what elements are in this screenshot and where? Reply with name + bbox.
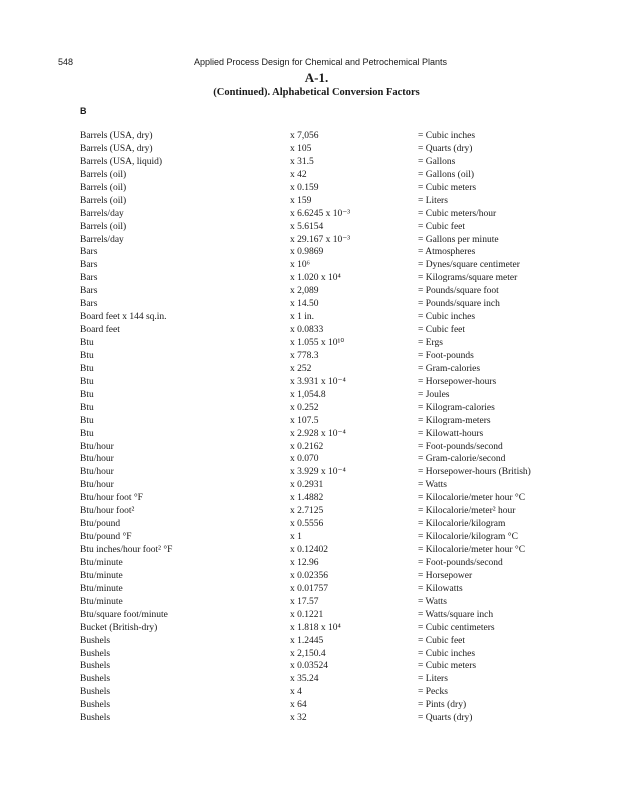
result-cell: = Joules (418, 389, 450, 400)
result-cell: = Atmospheres (418, 247, 476, 258)
factor-cell: x 3.929 x 10⁻⁴ (290, 467, 346, 478)
result-cell: = Kilocalorie/kilogram °C (418, 532, 518, 543)
factor-cell: x 35.24 (290, 674, 319, 685)
factor-cell: x 7,056 (290, 131, 319, 141)
table-row (80, 221, 580, 234)
factor-cell: x 0.01757 (290, 583, 328, 594)
factor-cell: x 0.5556 (290, 519, 324, 530)
unit-cell: Bucket (British-dry) (80, 622, 158, 633)
factor-cell: x 14.50 (290, 299, 319, 310)
table-row (80, 466, 580, 479)
result-cell: = Gallons per minute (418, 234, 499, 245)
unit-cell: Bushels (80, 713, 111, 724)
result-cell: = Kilocalorie/meter² hour (418, 506, 516, 517)
factor-cell: x 12.96 (290, 557, 319, 568)
result-cell: = Kilowatt-hours (418, 428, 484, 439)
table-row (80, 337, 580, 350)
factor-cell: x 17.57 (290, 596, 319, 607)
result-cell: = Cubic meters (418, 661, 477, 672)
unit-cell: Bars (80, 299, 98, 310)
table-row (80, 712, 580, 725)
table-row (80, 557, 580, 570)
factor-cell: x 0.12402 (290, 545, 328, 555)
unit-cell: Btu (80, 363, 94, 374)
result-cell: = Cubic inches (418, 312, 476, 323)
factor-cell: x 0.2162 (290, 441, 324, 452)
table-row (80, 324, 580, 337)
unit-cell: Bushels (80, 674, 111, 685)
unit-cell: Barrels (USA, dry) (80, 131, 153, 141)
result-cell: = Horsepower-hours (418, 376, 497, 387)
result-cell: = Horsepower (418, 570, 473, 581)
table-row (80, 428, 580, 441)
factor-cell: x 0.2931 (290, 480, 324, 491)
result-cell: = Foot-pounds/second (418, 441, 503, 452)
unit-cell: Btu/hour foot °F (80, 493, 143, 504)
unit-cell: Btu/minute (80, 557, 123, 568)
table-row (80, 195, 580, 208)
result-cell: = Cubic meters/hour (418, 208, 497, 219)
unit-cell: Btu (80, 350, 94, 361)
factor-cell: x 2,089 (290, 286, 319, 297)
factor-cell: x 1 in. (290, 312, 315, 323)
unit-cell: Btu (80, 376, 94, 387)
table-row (80, 182, 580, 195)
table-row (80, 298, 580, 311)
result-cell: = Pounds/square inch (418, 299, 500, 310)
result-cell: = Gallons (418, 156, 456, 167)
result-cell: = Liters (418, 195, 448, 206)
factor-cell: x 64 (290, 700, 307, 711)
result-cell: = Ergs (418, 338, 443, 348)
factor-cell: x 42 (290, 169, 307, 180)
result-cell: = Gram-calorie/second (418, 454, 506, 465)
table-row (80, 234, 580, 247)
unit-cell: Barrels/day (80, 234, 124, 245)
factor-cell: x 252 (290, 363, 312, 374)
table-row (80, 505, 580, 518)
table-row (80, 660, 580, 673)
result-cell: = Liters (418, 674, 448, 685)
unit-cell: Barrels (USA, dry) (80, 143, 153, 154)
factor-cell: x 32 (290, 713, 307, 724)
table-row (80, 622, 580, 635)
section-letter: B (80, 106, 87, 116)
table-row (80, 376, 580, 389)
factor-cell: x 0.02356 (290, 570, 328, 581)
factor-cell: x 5.6154 (290, 221, 324, 232)
factor-cell: x 1.020 x 10⁴ (290, 273, 341, 284)
unit-cell: Bars (80, 260, 98, 271)
unit-cell: Board feet (80, 325, 120, 336)
factor-cell: x 107.5 (290, 415, 319, 426)
unit-cell: Btu/hour (80, 441, 114, 452)
unit-cell: Bushels (80, 687, 111, 698)
factor-cell: x 2.7125 (290, 506, 324, 517)
factor-cell: x 1.4882 (290, 493, 324, 504)
factor-cell: x 0.03524 (290, 661, 328, 672)
factor-cell: x 1 (290, 532, 302, 543)
result-cell: = Kilograms/square meter (418, 273, 518, 284)
table-row (80, 208, 580, 221)
result-cell: = Pounds/square foot (418, 286, 499, 297)
result-cell: = Foot-pounds/second (418, 557, 503, 568)
factor-cell: x 0.0833 (290, 325, 324, 336)
unit-cell: Btu/minute (80, 583, 123, 594)
unit-cell: Btu/hour (80, 454, 114, 465)
factor-cell: x 0.070 (290, 454, 319, 465)
result-cell: = Cubic inches (418, 131, 476, 141)
result-cell: = Foot-pounds (418, 350, 474, 361)
table-row (80, 531, 580, 544)
factor-cell: x 31.5 (290, 156, 314, 167)
result-cell: = Cubic centimeters (418, 622, 495, 633)
table-row (80, 518, 580, 531)
table-row (80, 169, 580, 182)
result-cell: = Watts/square inch (418, 609, 494, 620)
result-cell: = Cubic meters (418, 182, 477, 193)
result-cell: = Cubic feet (418, 221, 466, 232)
unit-cell: Bars (80, 286, 98, 297)
factor-cell: x 0.1221 (290, 609, 324, 620)
table-row (80, 311, 580, 324)
factor-cell: x 1,054.8 (290, 389, 326, 400)
table-row (80, 156, 580, 169)
table-row (80, 544, 580, 557)
result-cell: = Cubic feet (418, 635, 466, 646)
unit-cell: Btu (80, 402, 94, 413)
factor-cell: x 159 (290, 195, 312, 206)
unit-cell: Barrels (oil) (80, 182, 127, 193)
result-cell: = Kilogram-calories (418, 402, 495, 413)
unit-cell: Barrels/day (80, 208, 124, 219)
result-cell: = Pints (dry) (418, 700, 467, 711)
table-row (80, 570, 580, 583)
unit-cell: Btu/hour (80, 480, 114, 491)
factor-cell: x 10⁶ (290, 260, 310, 271)
table-row (80, 350, 580, 363)
unit-cell: Btu/pound (80, 519, 121, 530)
result-cell: = Watts (418, 596, 447, 607)
conversion-table (80, 130, 580, 725)
result-cell: = Quarts (dry) (418, 143, 473, 154)
unit-cell: Btu/minute (80, 596, 123, 607)
result-cell: = Cubic feet (418, 325, 466, 336)
factor-cell: x 0.9869 (290, 247, 324, 258)
unit-cell: Btu (80, 338, 94, 348)
table-row (80, 648, 580, 661)
table-row (80, 143, 580, 156)
table-row (80, 246, 580, 259)
unit-cell: Bushels (80, 635, 111, 646)
factor-cell: x 778.3 (290, 350, 319, 361)
table-row (80, 492, 580, 505)
unit-cell: Bars (80, 247, 98, 258)
factor-cell: x 105 (290, 143, 312, 154)
unit-cell: Barrels (USA, liquid) (80, 156, 163, 167)
table-row (80, 673, 580, 686)
factor-cell: x 1.2445 (290, 635, 324, 646)
unit-cell: Bushels (80, 700, 111, 711)
table-row (80, 699, 580, 712)
result-cell: = Gallons (oil) (418, 169, 475, 180)
table-row (80, 609, 580, 622)
factor-cell: x 4 (290, 687, 302, 698)
table-row (80, 285, 580, 298)
table-row (80, 415, 580, 428)
page-number: 548 (58, 57, 74, 67)
table-row (80, 389, 580, 402)
unit-cell: Btu/hour (80, 467, 114, 478)
result-cell: = Pecks (418, 687, 448, 698)
unit-cell: Btu (80, 389, 94, 400)
result-cell: = Kilocalorie/meter hour °C (418, 493, 526, 504)
result-cell: = Kilocalorie/kilogram (418, 519, 506, 530)
result-cell: = Gram-calories (418, 363, 481, 374)
unit-cell: Btu inches/hour foot² °F (80, 545, 173, 555)
table-row (80, 402, 580, 415)
result-cell: = Kilocalorie/meter hour °C (418, 545, 526, 555)
table-number: A-1. (304, 70, 329, 85)
unit-cell: Btu/minute (80, 570, 123, 581)
table-row (80, 686, 580, 699)
unit-cell: Bushels (80, 648, 111, 659)
table-row (80, 453, 580, 466)
table-row (80, 363, 580, 376)
factor-cell: x 3.931 x 10⁻⁴ (290, 376, 346, 387)
factor-cell: x 0.252 (290, 402, 319, 413)
factor-cell: x 29.167 x 10⁻³ (290, 234, 351, 245)
running-title: Applied Process Design for Chemical and Petrochemical Plants (193, 57, 448, 67)
unit-cell: Btu/hour foot² (80, 506, 135, 517)
result-cell: = Quarts (dry) (418, 713, 473, 724)
table-row (80, 596, 580, 609)
factor-cell: x 0.159 (290, 182, 319, 193)
unit-cell: Btu/pound °F (80, 532, 132, 543)
unit-cell: Btu/square foot/minute (80, 609, 168, 620)
result-cell: = Kilogram-meters (418, 415, 491, 426)
factor-cell: x 1.818 x 10⁴ (290, 622, 341, 633)
table-row (80, 583, 580, 596)
factor-cell: x 1.055 x 10¹⁰ (290, 338, 345, 348)
unit-cell: Board feet x 144 sq.in. (80, 312, 167, 323)
table-row (80, 259, 580, 272)
factor-cell: x 6.6245 x 10⁻³ (290, 208, 351, 219)
factor-cell: x 2,150.4 (290, 648, 326, 659)
unit-cell: Btu (80, 415, 94, 426)
table-row (80, 130, 580, 143)
unit-cell: Barrels (oil) (80, 221, 127, 232)
result-cell: = Horsepower-hours (British) (418, 467, 531, 478)
table-row (80, 635, 580, 648)
unit-cell: Bushels (80, 661, 111, 672)
table-caption: (Continued). Alphabetical Conversion Factors (213, 87, 420, 98)
unit-cell: Bars (80, 273, 98, 284)
result-cell: = Dynes/square centimeter (418, 260, 520, 271)
unit-cell: Barrels (oil) (80, 169, 127, 180)
result-cell: = Cubic inches (418, 648, 476, 659)
result-cell: = Watts (418, 480, 447, 491)
unit-cell: Btu (80, 428, 94, 439)
table-row (80, 479, 580, 492)
table-row (80, 272, 580, 285)
factor-cell: x 2.928 x 10⁻⁴ (290, 428, 346, 439)
result-cell: = Kilowatts (418, 583, 463, 594)
unit-cell: Barrels (oil) (80, 195, 127, 206)
table-row (80, 441, 580, 454)
